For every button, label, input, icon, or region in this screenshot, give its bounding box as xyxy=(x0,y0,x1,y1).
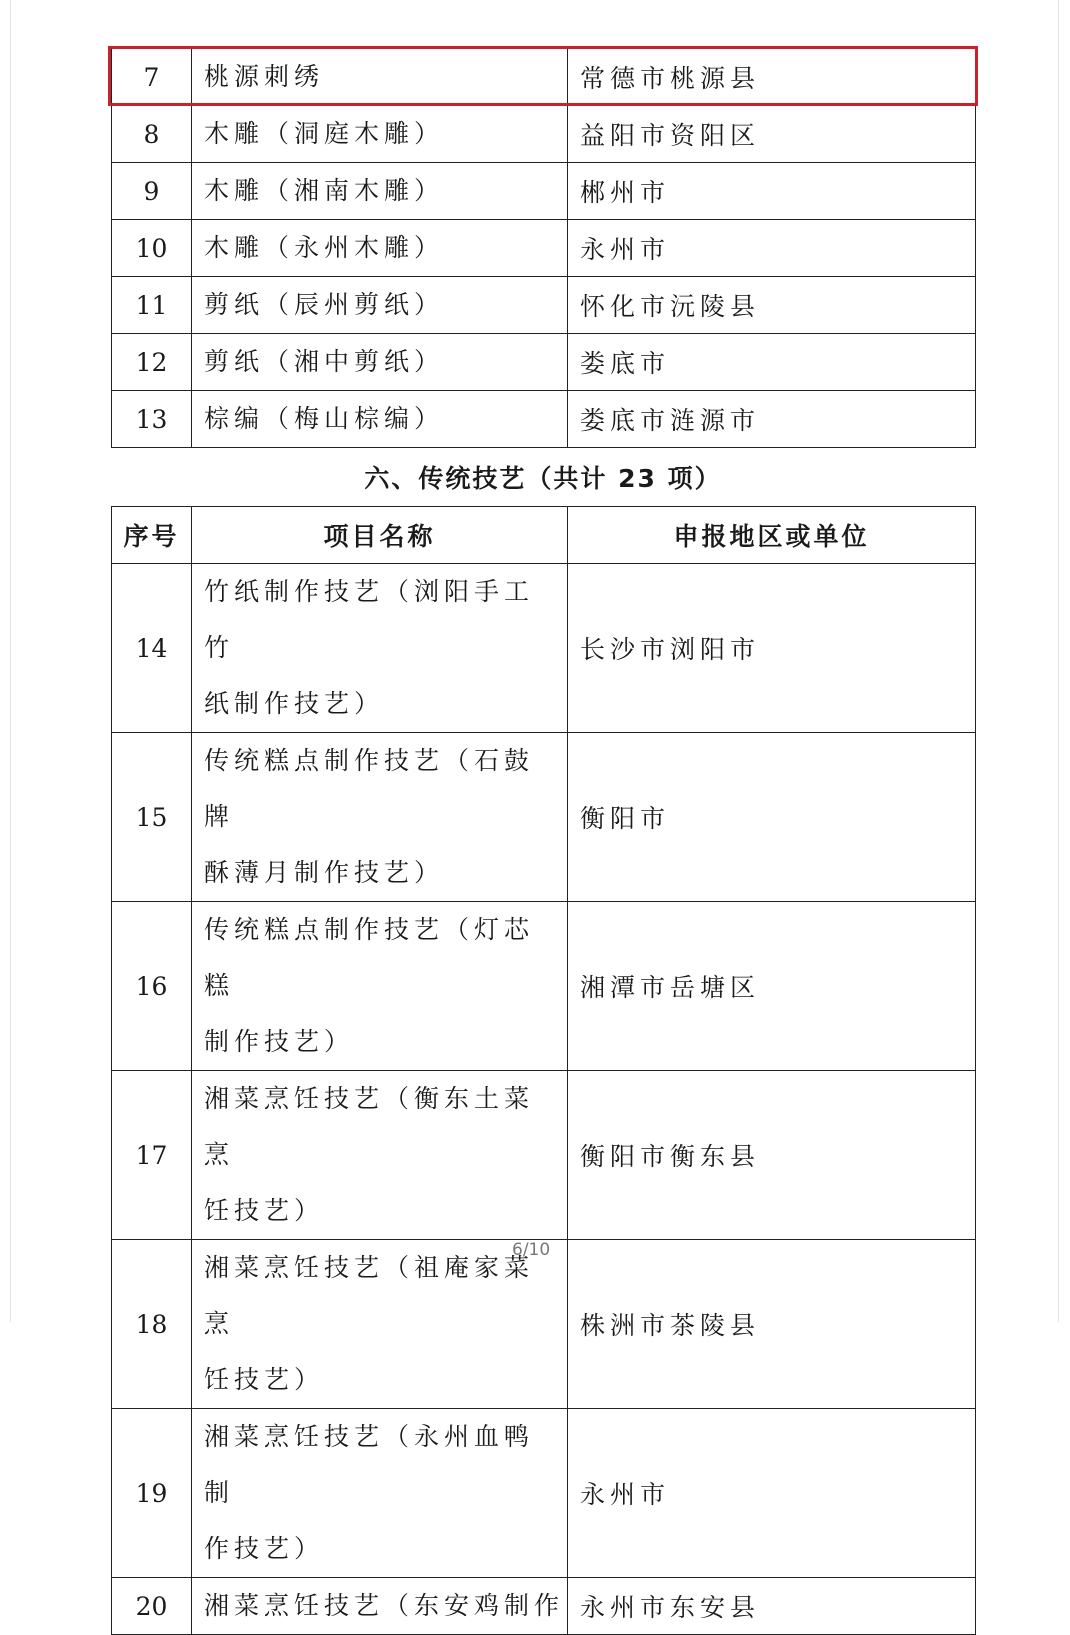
crafts-table-continued xyxy=(111,48,976,448)
region: 衡阳市 xyxy=(568,733,976,902)
table-row xyxy=(112,1409,976,1578)
project-name xyxy=(192,1071,568,1240)
project-name: 木雕（洞庭木雕） xyxy=(192,106,568,163)
name-line: 饪技艺） xyxy=(204,1365,325,1394)
row-number: 20 xyxy=(112,1578,192,1635)
table-row xyxy=(112,1578,976,1635)
region: 湘潭市岳塘区 xyxy=(568,902,976,1071)
region: 永州市 xyxy=(568,220,976,277)
project-name: 剪纸（湘中剪纸） xyxy=(192,334,568,391)
name-line: 传统糕点制作技艺（石鼓牌 xyxy=(204,746,535,831)
project-name: 木雕（湘南木雕） xyxy=(192,163,568,220)
table-row xyxy=(112,564,976,733)
region: 常德市桃源县 xyxy=(568,49,976,106)
table-row xyxy=(112,1071,976,1240)
name-line: 湘菜烹饪技艺（祖庵家菜烹 xyxy=(204,1253,535,1338)
region: 娄底市 xyxy=(568,334,976,391)
region: 永州市 xyxy=(568,1409,976,1578)
header-region: 申报地区或单位 xyxy=(568,507,976,564)
row-number: 16 xyxy=(112,902,192,1071)
project-name: 湘菜烹饪技艺（东安鸡制作 xyxy=(192,1578,568,1635)
table-row xyxy=(112,163,976,220)
page-edge-left xyxy=(10,0,11,1322)
header-project-name: 项目名称 xyxy=(192,507,568,564)
table-row xyxy=(112,49,976,106)
row-number: 12 xyxy=(112,334,192,391)
project-name: 棕编（梅山棕编） xyxy=(192,391,568,448)
name-line: 酥薄月制作技艺） xyxy=(204,858,445,887)
name-line: 纸制作技艺） xyxy=(204,689,385,718)
region: 益阳市资阳区 xyxy=(568,106,976,163)
region: 长沙市浏阳市 xyxy=(568,564,976,733)
row-number: 18 xyxy=(112,1240,192,1409)
project-name xyxy=(192,733,568,902)
table-row xyxy=(112,334,976,391)
name-line: 制作技艺） xyxy=(204,1027,355,1056)
project-name: 木雕（永州木雕） xyxy=(192,220,568,277)
section-title: 六、传统技艺（共计 23 项） xyxy=(364,464,722,493)
region: 怀化市沅陵县 xyxy=(568,277,976,334)
name-line: 作技艺） xyxy=(204,1534,325,1563)
project-name xyxy=(192,902,568,1071)
name-line: 湘菜烹饪技艺（永州血鸭制 xyxy=(204,1422,535,1507)
project-name xyxy=(192,1240,568,1409)
row-number: 19 xyxy=(112,1409,192,1578)
name-line: 传统糕点制作技艺（灯芯糕 xyxy=(204,915,535,1000)
region: 永州市东安县 xyxy=(568,1578,976,1635)
row-number: 9 xyxy=(112,163,192,220)
header-number: 序号 xyxy=(112,507,192,564)
table-row xyxy=(112,902,976,1071)
table-row xyxy=(112,277,976,334)
name-line: 饪技艺） xyxy=(204,1196,325,1225)
project-name: 桃源刺绣 xyxy=(192,49,568,106)
row-number: 13 xyxy=(112,391,192,448)
region: 衡阳市衡东县 xyxy=(568,1071,976,1240)
row-number: 7 xyxy=(112,49,192,106)
page-number: 6/10 xyxy=(512,1240,551,1260)
table-row xyxy=(112,220,976,277)
table-row xyxy=(112,1240,976,1409)
row-number: 11 xyxy=(112,277,192,334)
region: 株洲市茶陵县 xyxy=(568,1240,976,1409)
table-header-row xyxy=(112,507,976,564)
row-number: 15 xyxy=(112,733,192,902)
page-edge-right xyxy=(1058,0,1059,1322)
row-number: 17 xyxy=(112,1071,192,1240)
row-number: 8 xyxy=(112,106,192,163)
table-row xyxy=(112,733,976,902)
project-name xyxy=(192,1409,568,1578)
table-row xyxy=(112,391,976,448)
table-row xyxy=(112,106,976,163)
project-name: 剪纸（辰州剪纸） xyxy=(192,277,568,334)
project-name xyxy=(192,564,568,733)
region: 娄底市涟源市 xyxy=(568,391,976,448)
row-number: 10 xyxy=(112,220,192,277)
name-line: 湘菜烹饪技艺（衡东土菜烹 xyxy=(204,1084,535,1169)
name-line: 竹纸制作技艺（浏阳手工竹 xyxy=(204,577,535,662)
traditional-techniques-table xyxy=(111,506,976,1635)
region: 郴州市 xyxy=(568,163,976,220)
row-number: 14 xyxy=(112,564,192,733)
